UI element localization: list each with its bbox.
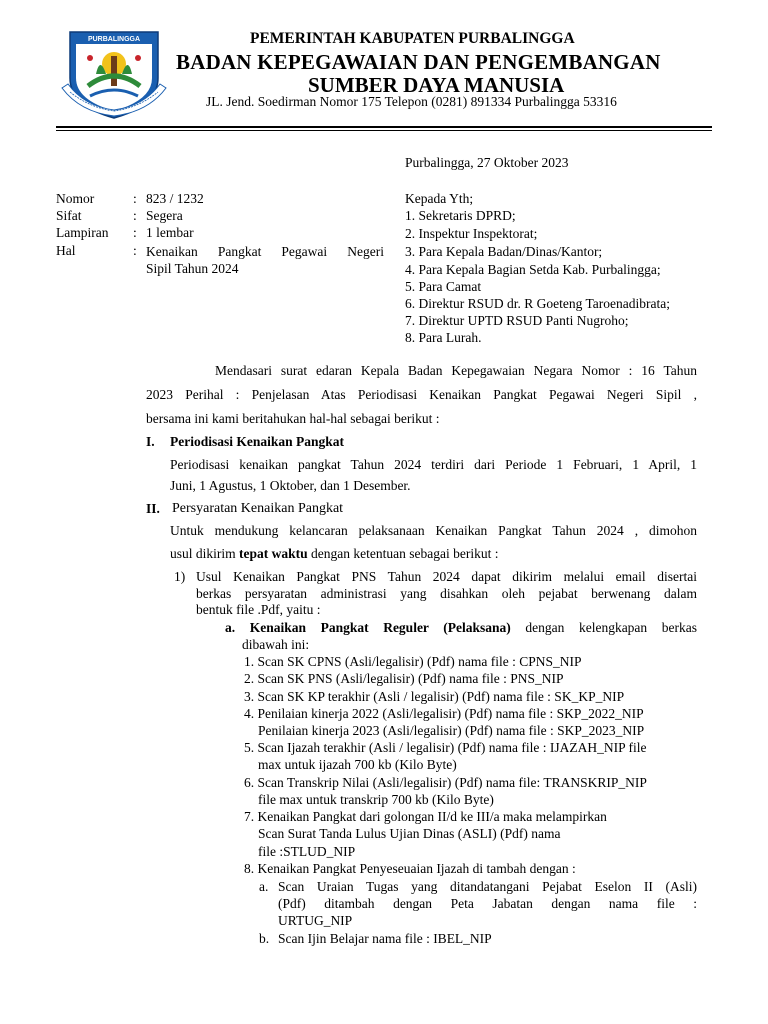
recipient-item: 5. Para Camat <box>405 279 482 294</box>
meta-colon: : <box>133 191 137 206</box>
recipients-heading: Kepada Yth; <box>405 191 474 206</box>
item-number: 1) <box>174 569 186 584</box>
sublist-text: URTUG_NIP <box>278 913 353 928</box>
list-item: 8. Kenaikan Pangkat Penyeseuaian Ijazah di tambah dengan : <box>244 861 576 876</box>
list-item: 2. Scan SK PNS (Asli/legalisir) (Pdf) nama file : PNS_NIP <box>244 671 564 686</box>
list-item: 5. Scan Ijazah terakhir (Asli / legalisir) (Pdf) nama file : IJAZAH_NIP file <box>244 740 647 755</box>
letterhead-agency-2: SUMBER DAYA MANUSIA <box>308 73 565 97</box>
letterhead-address: JL. Jend. Soedirman Nomor 175 Telepon (0281) 891334 Purbalingga 53316 <box>206 94 617 109</box>
recipient-item: 1. Sekretaris DPRD; <box>405 208 516 223</box>
sublist-text: Scan Ijin Belajar nama file : IBEL_NIP <box>278 931 492 946</box>
meta-colon: : <box>133 208 137 223</box>
sublist-text: Scan Uraian Tugas yang ditandatangani Pejabat Eselon II (Asli) <box>278 879 697 894</box>
sublist-label: a. <box>259 879 269 894</box>
intro-line: 2023 Perihal : Penjelasan Atas Periodisasi Kenaikan Pangkat Pegawai Negeri Sipil , <box>146 387 697 402</box>
item-text: berkas persyaratan administrasi yang disahkan oleh pejabat berwenang dalam <box>196 586 697 601</box>
section-title: Periodisasi Kenaikan Pangkat <box>170 434 345 449</box>
meta-label-nomor: Nomor <box>56 191 95 206</box>
meta-colon: : <box>133 243 137 258</box>
recipient-item: 2. Inspektur Inspektorat; <box>405 226 538 241</box>
meta-value-hal: Kenaikan Pangkat Pegawai Negeri <box>146 244 384 259</box>
letterhead-government: PEMERINTAH KABUPATEN PURBALINGGA <box>250 30 575 47</box>
meta-value-nomor: 823 / 1232 <box>146 191 204 206</box>
meta-label-sifat: Sifat <box>56 208 82 223</box>
sublist-text: (Pdf) ditambah dengan Peta Jabatan dengan nama file : <box>278 896 697 911</box>
section-body: usul dikirim tepat waktu dengan ketentuan sebagai berikut : <box>170 546 499 561</box>
section-body: Untuk mendukung kelancaran pelaksanaan Kenaikan Pangkat Tahun 2024 , dimohon <box>170 523 697 538</box>
section-body: Periodisasi kenaikan pangkat Tahun 2024 terdiri dari Periode 1 Februari, 1 April, 1 <box>170 457 697 472</box>
list-item: file :STLUD_NIP <box>258 844 356 859</box>
section-title: Persyaratan Kenaikan Pangkat <box>172 501 344 516</box>
recipient-item: 8. Para Lurah. <box>405 330 482 345</box>
list-item: file max untuk transkrip 700 kb (Kilo Byte) <box>258 792 494 807</box>
letter-date: Purbalingga, 27 Oktober 2023 <box>405 155 569 170</box>
list-item: 1. Scan SK CPNS (Asli/legalisir) (Pdf) nama file : CPNS_NIP <box>244 654 582 669</box>
purbalingga-crest-icon <box>60 26 168 122</box>
meta-value-lampiran: 1 lembar <box>146 225 194 240</box>
meta-value-hal-2: Sipil Tahun 2024 <box>146 261 239 276</box>
sublist-label: b. <box>259 931 270 946</box>
meta-value-sifat: Segera <box>146 208 183 223</box>
meta-label-hal: Hal <box>56 243 76 258</box>
list-item: 6. Scan Transkrip Nilai (Asli/legalisir) (Pdf) nama file: TRANSKRIP_NIP <box>244 775 647 790</box>
recipient-item: 4. Para Kepala Bagian Setda Kab. Purbalingga; <box>405 262 661 277</box>
list-item: Penilaian kinerja 2023 (Asli/legalisir) (Pdf) nama file : SKP_2023_NIP <box>258 723 645 738</box>
list-item: 4. Penilaian kinerja 2022 (Asli/legalisir) (Pdf) nama file : SKP_2022_NIP <box>244 706 644 721</box>
list-item: 3. Scan SK KP terakhir (Asli / legalisir) (Pdf) nama file : SK_KP_NIP <box>244 689 625 704</box>
list-item: 7. Kenaikan Pangkat dari golongan II/d ke III/a maka melampirkan <box>244 809 607 824</box>
item-text: bentuk file .Pdf, yaitu : <box>196 602 321 617</box>
letterhead-agency: BADAN KEPEGAWAIAN DAN PENGEMBANGAN <box>176 50 661 74</box>
list-item: Scan Surat Tanda Lulus Ujian Dinas (ASLI) (Pdf) nama <box>258 826 561 841</box>
list-item: max untuk ijazah 700 kb (Kilo Byte) <box>258 757 457 772</box>
recipient-item: 6. Direktur RSUD dr. R Goeteng Taroenadibrata; <box>405 296 670 311</box>
item-text: Usul Kenaikan Pangkat PNS Tahun 2024 dapat dikirim melalui email disertai <box>196 569 697 584</box>
intro-line: bersama ini kami beritahukan hal-hal sebagai berikut : <box>146 411 440 426</box>
intro-line: Mendasari surat edaran Kepala Badan Kepegawaian Negara Nomor : 16 Tahun <box>215 363 697 378</box>
section-body: Juni, 1 Agustus, 1 Oktober, dan 1 Desember. <box>170 478 411 493</box>
header-rule-thin <box>56 130 712 131</box>
subitem-text: dibawah ini: <box>242 637 310 652</box>
header-rule-thick <box>56 126 712 128</box>
meta-colon: : <box>133 225 137 240</box>
svg-text:PURBALINGGA: PURBALINGGA <box>87 36 141 43</box>
meta-label-lampiran: Lampiran <box>56 225 109 240</box>
section-numeral: II. <box>146 501 160 516</box>
section-numeral: I. <box>146 434 155 449</box>
recipient-item: 7. Direktur UPTD RSUD Panti Nugroho; <box>405 313 629 328</box>
recipient-item: 3. Para Kepala Badan/Dinas/Kantor; <box>405 244 603 259</box>
subitem-heading: a. Kenaikan Pangkat Reguler (Pelaksana) dengan kelengkapan berkas <box>225 620 698 635</box>
